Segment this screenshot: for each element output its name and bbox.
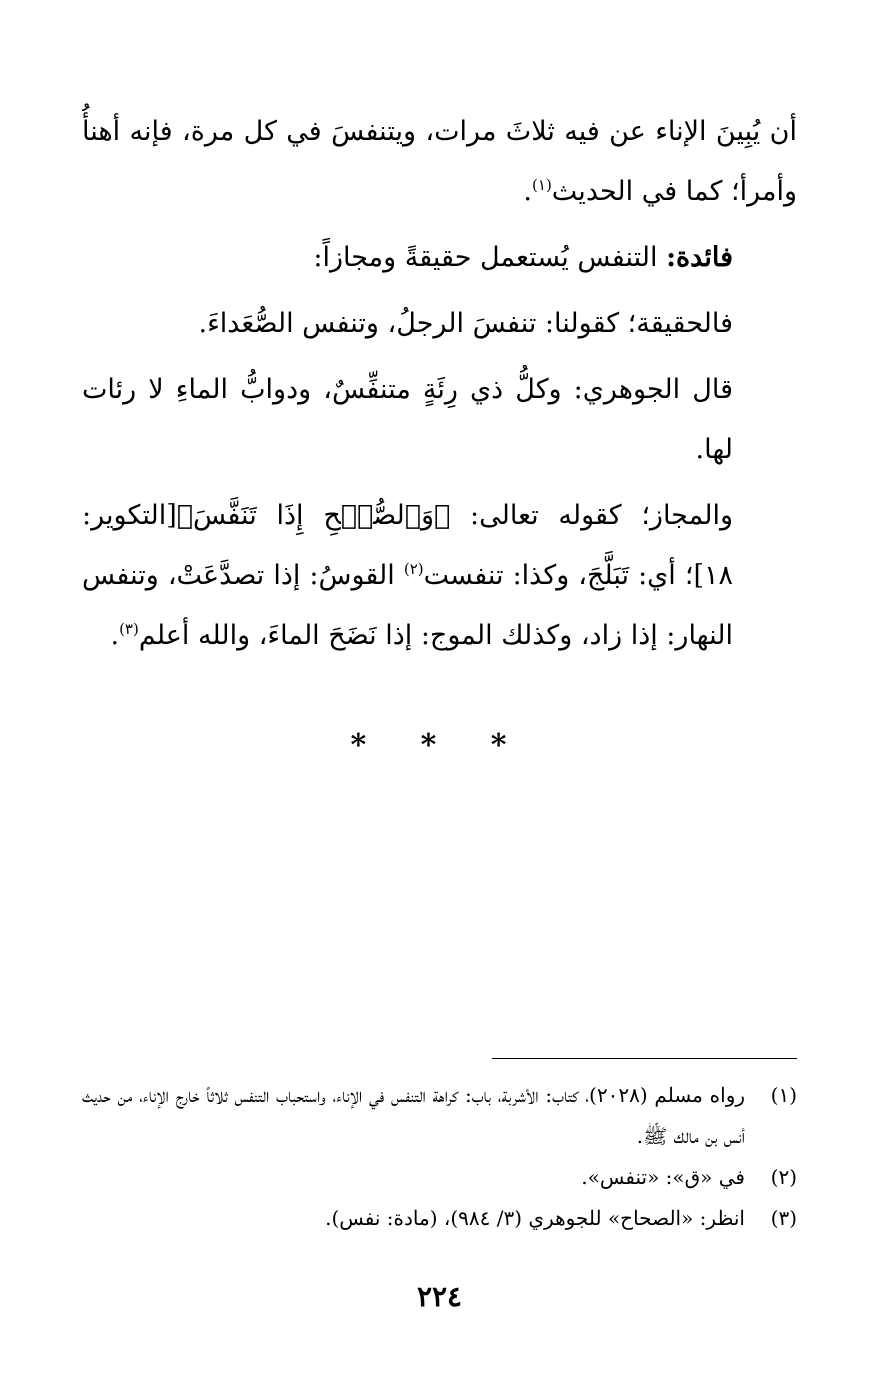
footnote-text: رواه مسلم (٢٠٢٨)، كتاب: الأشربة، باب: كراهة التنفس في الإناء، واستحباب التنفس ثلاثاً خارج الإناء، من حديث أنس بن مالك ﷺ. (82, 1083, 746, 1148)
footnote-ref-3[interactable]: (٣) (119, 620, 139, 638)
footnote-ref-1[interactable]: (١) (532, 176, 552, 194)
paragraph-5: والمجاز؛ كقوله تعالى: ﴿وَٱلصُّبۡحِ إِذَا تَنَفَّسَ﴾[التكوير: ١٨]؛ أي: تَبَلَّجَ، وكذا: تنفست$^{(٢)}$ القوسُ: إذا تصدَّعَتْ، وتنفس النهار: إذا زاد، وكذلك الموج: إذا نَضَحَ الماءَ، والله أعلم$^{(٣)}$. (82, 500, 733, 651)
footnote-text: انظر: «الصحاح» للجوهري (٣/ ٩٨٤)، (مادة: نفس). (325, 1206, 745, 1230)
page-number: ٢٢٤ (416, 1280, 463, 1313)
footnote-number: (١) (770, 1083, 797, 1107)
footnote-3 (82, 1198, 797, 1239)
benefit-term: فائدة: (666, 242, 733, 273)
footnote-ref-2[interactable]: (٢) (403, 560, 424, 578)
footnote-number: (٣) (770, 1206, 797, 1230)
footnote-text: في «ق»: «تنفس». (581, 1165, 745, 1189)
footnotes (82, 1075, 797, 1239)
paragraph-1: أن يُبِينَ الإناء عن فيه ثلاثَ مرات، ويتنفسَ في كل مرة، فإنه أهنأُ وأمرأ؛ كما في الحديث$^{(١)}$. (82, 116, 797, 207)
footnote-separator-line (492, 1058, 797, 1059)
footnote-2 (82, 1157, 797, 1198)
footnote-number: (٢) (770, 1165, 797, 1189)
section-separator-stars: * * * (350, 728, 529, 763)
paragraph-2: فائدة: التنفس يُستعمل حقيقةً ومجازاً: (313, 242, 733, 273)
paragraph-3: فالحقيقة؛ كقولنا: تنفسَ الرجلُ، وتنفس الصُّعَداءَ. (198, 308, 733, 339)
footnote-1 (82, 1075, 797, 1157)
main-text (82, 102, 797, 666)
paragraph-4: قال الجوهري: وكلُّ ذي رِئَةٍ متنفِّسٌ، ودوابُّ الماءِ لا رئات لها. (82, 374, 733, 465)
